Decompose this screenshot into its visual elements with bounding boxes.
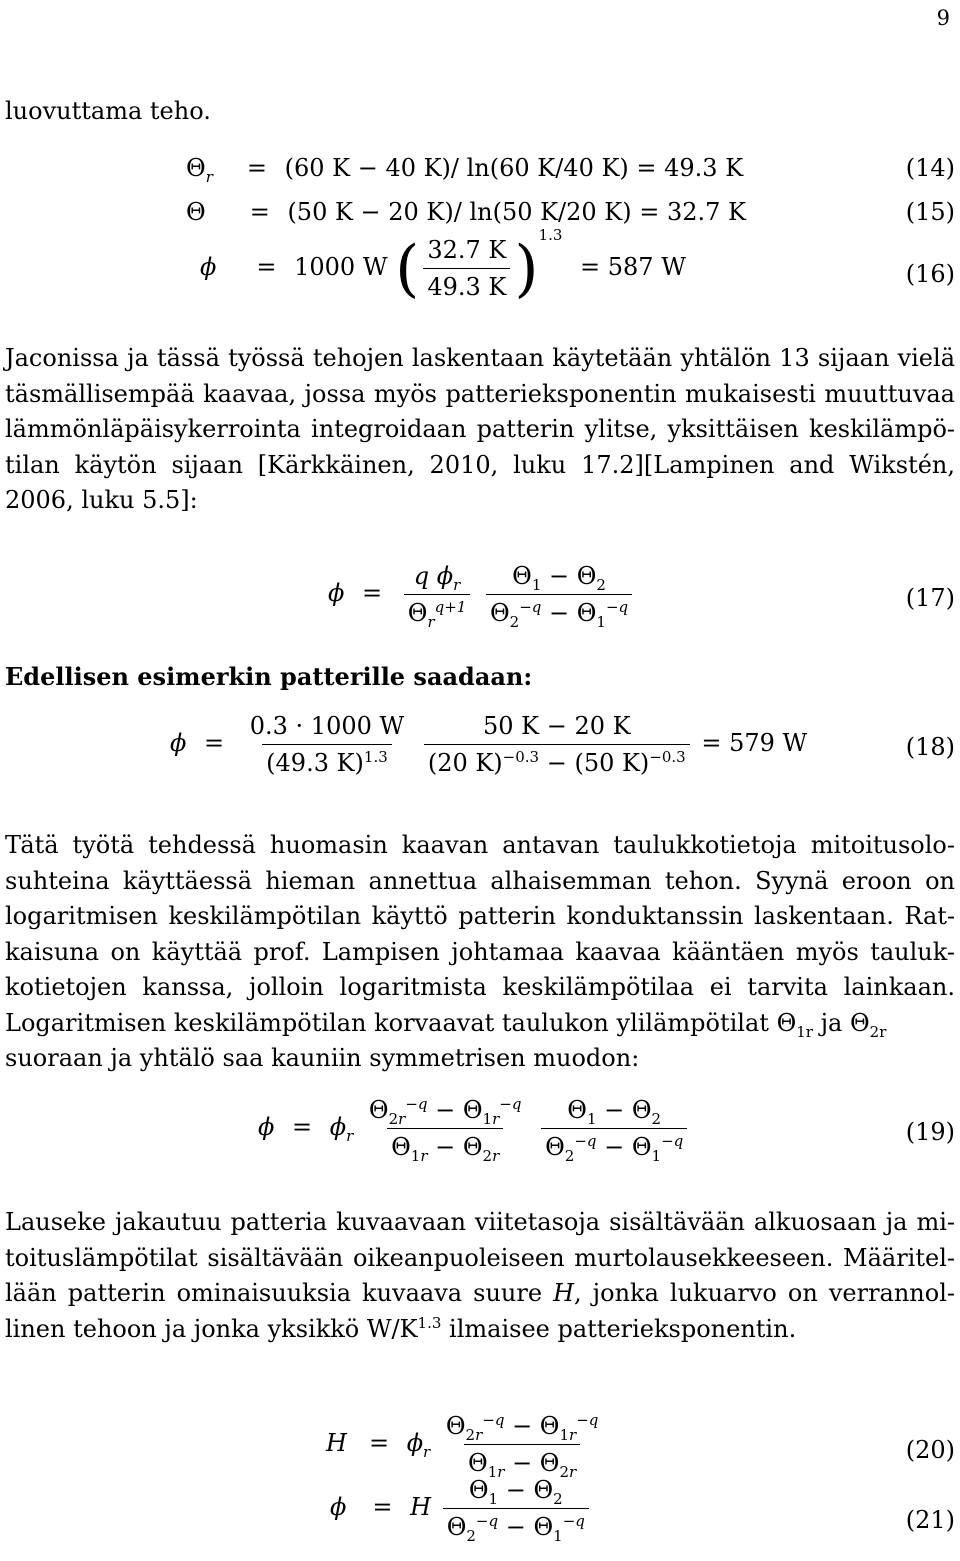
equation-19-number: (19)	[905, 1118, 955, 1146]
equation-14-number: (14)	[905, 154, 955, 182]
equation-15: Θ = (50 K − 20 K)/ ln(50 K/20 K) = 32.7 K	[186, 198, 746, 226]
equation-16: ϕ = 1000 W ( $\frac{32.7 K}{49.3 K}$ )$^{1.3}$ = 587 W	[200, 226, 686, 305]
equation-19: $\phi = \phi_r$ $\frac{\Theta_{2r}^{-q} - \Theta_{1r}^{-q}}{\Theta_{1r} - \Theta_{2r}}$ $\frac{\Theta_1 - \Theta_2}{\Theta_2^{-q} - \Theta_1^{-q}}$	[258, 1096, 691, 1161]
equation-18-number: (18)	[905, 733, 955, 761]
page-number: 9	[936, 6, 950, 30]
equation-16-number: (16)	[905, 260, 955, 288]
equation-20: $H = \phi_r$ $\frac{\Theta_{2r}^{-q} - \Theta_{1r}^{-q}}{\Theta_{1r} - \Theta_{2r}}$	[326, 1411, 599, 1481]
paragraph-3: Lauseke jakautuu patteria kuvaavaan viitetasoja sisältävään alkuosaan ja mi- toituslämpötilat sisältävään oikeanpuoleiseen murtolausekkeeseen. Määritel- lään patterin ominaisuuksia kuvaava suure H, jonka lukuarvo on verrannol- linen tehoon ja jonka yksikkö $W/K^{1.3}$ ilmaisee patterieksponentin.	[5, 1208, 955, 1343]
equation-18: ϕ = $\frac{0.3 \cdot 1000 W}{(49.3 K)^{1.3}}$ $\frac{50 K - 20 K}{(20 K)^{-0.3} - (50 K)^{-0.3}}$ = 579 W	[170, 712, 808, 777]
equation-14: $\Theta_r = (60$ K − 40 K)/ ln(60 K/40 K) = 49.3 K	[186, 154, 744, 186]
paragraph-2: Tätä työtä tehdessä huomasin kaavan antavan taulukkotietoja mitoitusolo- suhteina käyttäessä hieman annettua alhaisemman tehon. Syynä eroon on logaritmisen keskilämpötilan käyttö patterin konduktanssin laskentaan. Rat- kaisuna on käyttää prof. Lampisen johtamaa kaavaa kääntäen myös tauluk- kotietojen kanssa, jolloin logaritmista keskilämpötilaa ei tarvita lainkaan. Logaritmisen keskilämpötilan korvaavat taulukon ylilämpötilat $\Theta_{1r}$ ja $\Theta_{2r}$ suoraan ja yhtälö saa kauniin symmetrisen muodon:	[5, 831, 955, 1072]
equation-17: ϕ = $\frac{q \phi_r}{\Theta_r^{q+1}}$ $\frac{\Theta_1 - \Theta_2}{\Theta_2^{-q} - \Theta_1^{-q}}$	[328, 562, 636, 627]
section-heading: Edellisen esimerkin patterille saadaan:	[5, 662, 533, 691]
equation-21-number: (21)	[905, 1506, 955, 1534]
equation-21: ϕ = H $\frac{\Theta_1 - \Theta_2}{\Theta_2^{-q} - \Theta_1^{-q}}$	[330, 1476, 593, 1541]
intro-line: luovuttama teho.	[5, 97, 211, 125]
paragraph-1: Jaconissa ja tässä työssä tehojen laskentaan käytetään yhtälön 13 sijaan vielä täsmällisempää kaavaa, jossa myös patterieksponentin mukaisesti muuttuvaa lämmönläpäisykerrointa integroidaan patterin ylitse, yksittäisen keskilämpö- tilan käytön sijaan [Kärkkäinen, 2010, luku 17.2][Lampinen and Wikstén, 2006, luku 5.5]:	[5, 344, 955, 514]
equation-15-number: (15)	[905, 198, 955, 226]
equation-14-rhs: (60 K − 40 K)/ ln(60 K/40 K) = 49.3 K	[284, 154, 744, 182]
equation-20-number: (20)	[905, 1436, 955, 1464]
equation-15-rhs: (50 K − 20 K)/ ln(50 K/20 K) = 32.7 K	[287, 198, 746, 226]
equation-17-number: (17)	[905, 584, 955, 612]
